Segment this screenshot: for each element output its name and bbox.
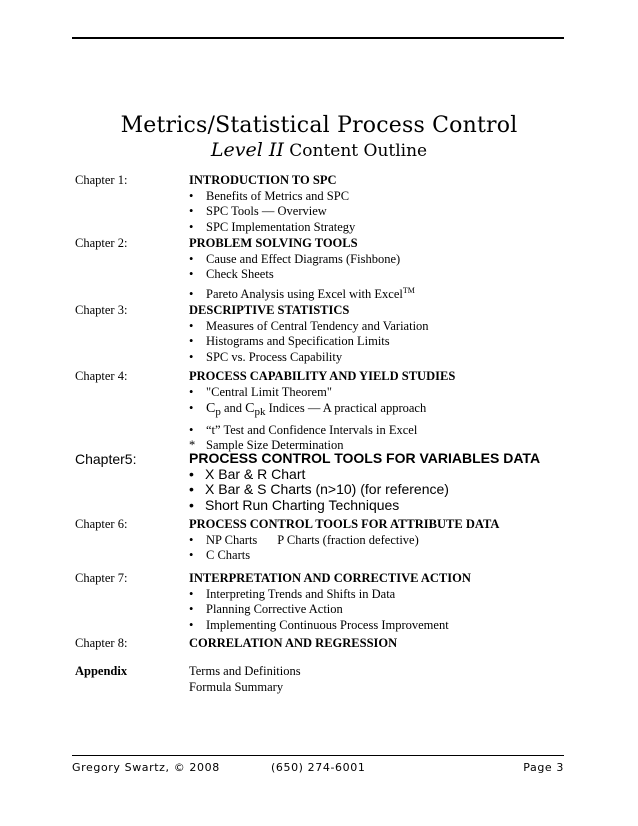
list-item: • SPC Implementation Strategy: [189, 219, 356, 234]
top-rule: [72, 37, 564, 39]
chapter-8-heading: CORRELATION AND REGRESSION: [189, 636, 398, 650]
list-item: • Histograms and Specification Limits: [189, 334, 390, 348]
chapter-4-heading: PROCESS CAPABILITY AND YIELD STUDIES: [189, 369, 456, 383]
document-subtitle: [0, 139, 638, 161]
list-item: • Short Run Charting Techniques: [189, 496, 400, 513]
chapter-7-heading: INTERPRETATION AND CORRECTIVE ACTION: [189, 571, 471, 585]
footer-rule: [72, 755, 564, 756]
list-item: • Benefits of Metrics and SPC: [189, 188, 350, 203]
footer-author: Gregory Swartz, © 2008: [72, 761, 220, 774]
footer-phone: (650) 274-6001: [271, 761, 366, 774]
chapter-1-label: Chapter 1:: [75, 173, 128, 187]
chapter-6-content: [189, 517, 499, 564]
chapter-3-label: Chapter 3:: [75, 303, 128, 317]
list-item: • SPC Tools — Overview: [189, 204, 327, 218]
chapter-4-label: Chapter 4:: [75, 369, 128, 383]
list-item: • “t” Test and Confidence Intervals in Excel: [189, 422, 418, 437]
list-item: Formula Summary: [189, 679, 284, 694]
list-item: • Implementing Continuous Process Improvement: [189, 617, 449, 632]
chapter-1-content: [189, 173, 355, 235]
list-item: • Interpreting Trends and Shifts in Data: [189, 586, 396, 601]
list-item: • Pareto Analysis using Excel with Excel™: [189, 285, 415, 301]
list-item: • C Charts: [189, 548, 251, 562]
list-item: • $C_p$ and $C_{pk}$ Indices — A practical approach: [189, 401, 427, 418]
chapter-5-label: Chapter5:: [75, 451, 137, 467]
chapter-3-content: [189, 303, 429, 365]
chapter-6-heading: PROCESS CONTROL TOOLS FOR ATTRIBUTE DATA: [189, 517, 500, 531]
chapter-4-content: [189, 369, 455, 454]
chapter-2-content: [189, 236, 415, 302]
list-item: • Planning Corrective Action: [189, 602, 343, 616]
list-item: • X Bar & R Chart: [189, 465, 306, 482]
subtitle-text: Content Outline: [283, 141, 428, 161]
list-item: Terms and Definitions: [189, 664, 301, 678]
list-item: * Sample Size Determination: [189, 438, 344, 452]
list-item: • X Bar & S Charts (n>10) (for reference): [189, 481, 449, 497]
list-item: • NP Charts P Charts (fraction defective): [189, 532, 419, 547]
chapter-7-label: Chapter 7:: [75, 571, 128, 585]
chapter-3-heading: DESCRIPTIVE STATISTICS: [189, 303, 350, 317]
chapter-2-heading: PROBLEM SOLVING TOOLS: [189, 236, 358, 250]
chapter-8-content: [189, 636, 397, 652]
chapter-5-heading: PROCESS CONTROL TOOLS FOR VARIABLES DATA: [189, 450, 541, 466]
chapter-7-content: [189, 571, 471, 633]
chapter-5-content: [189, 451, 540, 513]
document-title: Metrics/Statistical Process Control: [120, 113, 518, 138]
chapter-6-label: Chapter 6:: [75, 517, 128, 531]
chapter-1-heading: INTRODUCTION TO SPC: [189, 173, 337, 187]
subtitle-level: Level II: [210, 139, 284, 161]
appendix-label: Appendix: [75, 664, 128, 678]
chapter-2-label: Chapter 2:: [75, 236, 128, 250]
appendix-content: [189, 664, 301, 695]
list-item: • SPC vs. Process Capability: [189, 349, 343, 364]
chapter-8-label: Chapter 8:: [75, 636, 128, 650]
list-item: • Check Sheets: [189, 267, 274, 281]
footer-page-number: Page 3: [523, 761, 564, 774]
list-item: • Cause and Effect Diagrams (Fishbone): [189, 251, 401, 266]
list-item: • "Central Limit Theorem": [189, 384, 332, 399]
trademark: TM: [402, 285, 415, 295]
list-item: • Measures of Central Tendency and Variation: [189, 318, 429, 333]
